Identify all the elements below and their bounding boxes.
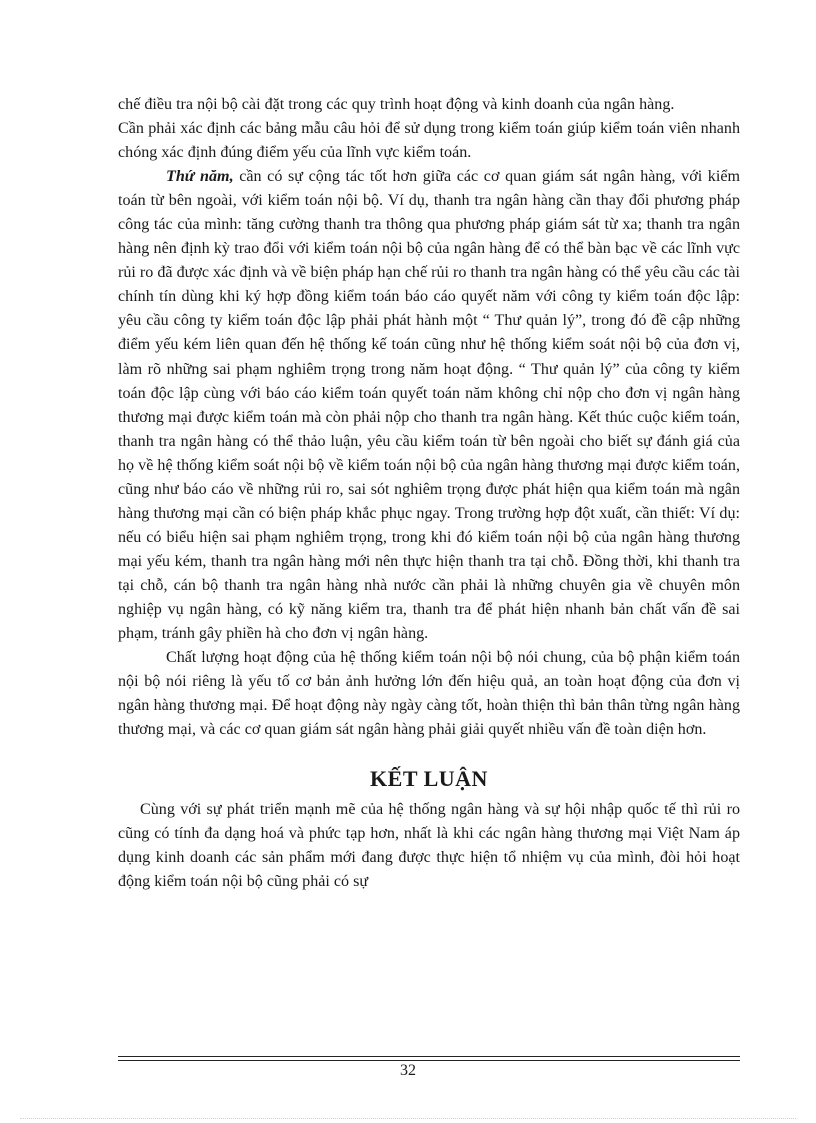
page-bottom-border	[20, 1118, 796, 1119]
paragraph-1: chế điều tra nội bộ cài đặt trong các quy trình hoạt động và kinh doanh của ngân hàng.	[118, 96, 675, 113]
paragraph-3-lead: Thứ năm,	[166, 168, 234, 186]
paragraph-3	[118, 165, 740, 646]
paragraph-2: Cần phải xác định các bảng mẫu câu hỏi để sử dụng trong kiểm toán giúp kiểm toán viên nhanh chóng xác định đúng điểm yếu của lĩnh vực kiểm toán.	[118, 120, 740, 162]
document-page	[118, 93, 740, 894]
paragraph-3-body: cần có sự cộng tác tốt hơn giữa các cơ quan giám sát ngân hàng, với kiểm toán từ bên ngoài, với kiểm toán nội bộ. Ví dụ, thanh tra ngân hàng cần thay đổi phương pháp công tác của mình: tăng cường thanh tra thông qua phương pháp giám sát từ xa; thanh tra ngân hàng nên định kỳ trao đổi với kiểm toán nội bộ của ngân hàng để có thể bàn bạc về các lĩnh vực rủi ro đã được xác định và về biện pháp hạn chế rủi ro thanh tra ngân hàng có thể yêu cầu các tài chính tín dùng khi ký hợp đồng kiểm toán báo cáo quyết năm với công ty kiểm toán độc lập: yêu cầu công ty kiểm toán độc lập phải phát hành một “ Thư quản lý”, trong đó đề cập những điểm yếu kém liên quan đến hệ thống kế toán cũng như hệ thống kiểm soát nội bộ của đơn vị, làm rõ những sai phạm nghiêm trọng trong năm hoạt động. “ Thư quản lý” của công ty kiểm toán độc lập cùng với báo cáo kiểm toán quyết toán năm không chỉ nộp cho đơn vị ngân hàng thương mại được kiểm toán mà còn phải nộp cho thanh tra ngân hàng. Kết thúc cuộc kiểm toán, thanh tra ngân hàng có thể thảo luận, yêu cầu kiểm toán từ bên ngoài cho biết sự đánh giá của họ về hệ thống kiểm soát nội bộ về kiểm toán nội bộ của ngân hàng thương mại được kiểm toán, cũng như báo cáo về những rủi ro, sai sót nghiêm trọng được phát hiện qua kiểm toán mà ngân hàng thương mại cần có biện pháp khắc phục ngay. Trong trường hợp đột xuất, cần thiết: Ví dụ: nếu có biểu hiện sai phạm nghiêm trọng, trong khi đó kiểm toán nội bộ của ngân hàng thương mại yếu kém, thanh tra ngân hàng mới nên thực hiện thanh tra tại chỗ. Đồng thời, khi thanh tra tại chỗ, cán bộ thanh tra ngân hàng nhà nước cần phải là những chuyên gia về chuyên môn nghiệp vụ ngân hàng, có kỹ năng kiểm tra, thanh tra để phát hiện nhanh bản chất vấn đề sai phạm, tránh gây phiền hà cho đơn vị ngân hàng.	[118, 168, 740, 643]
paragraph-4: Chất lượng hoạt động của hệ thống kiểm toán nội bộ nói chung, của bộ phận kiểm toán nội bộ nói riêng là yếu tố cơ bản ảnh hưởng lớn đến hiệu quả, an toàn hoạt động của đơn vị ngân hàng thương mại. Để hoạt động này ngày càng tốt, hoàn thiện thì bản thân từng ngân hàng thương mại, và các cơ quan giám sát ngân hàng phải giải quyết nhiều vấn đề toàn diện hơn.	[118, 649, 740, 739]
footer-rule-top	[118, 1056, 740, 1057]
paragraph-conclusion: Cùng với sự phát triển mạnh mẽ của hệ thống ngân hàng và sự hội nhập quốc tế thì rủi ro cũng có tính đa dạng hoá và phức tạp hơn, nhất là khi các ngân hàng thương mại Việt Nam áp dụng kinh doanh các sản phẩm mới đang được thực hiện tổ nhiệm vụ của mình, đòi hỏi hoạt động kiểm toán nội bộ cũng phải có sự	[118, 801, 740, 891]
section-heading-conclusion: KẾT LUẬN	[370, 766, 488, 792]
page-number: 32	[400, 1062, 416, 1079]
footer-rule-bottom	[118, 1060, 740, 1061]
